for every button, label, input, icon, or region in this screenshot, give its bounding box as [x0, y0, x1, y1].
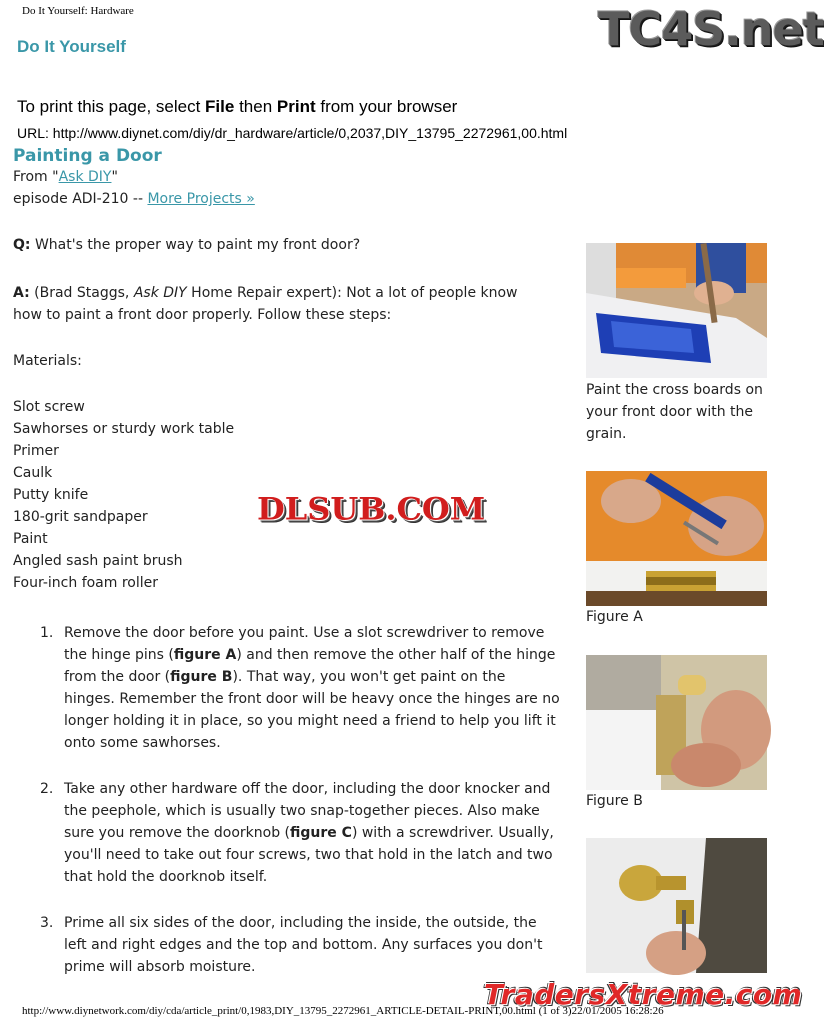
article-title: Painting a Door [13, 146, 162, 166]
material-item: Putty knife [13, 487, 89, 503]
caption-figure-b: Figure B [586, 793, 643, 809]
material-item: 180-grit sandpaper [13, 509, 148, 525]
file-menu-label: File [205, 97, 235, 116]
watermark-dlsub: DLSUB.COM [257, 490, 486, 528]
source-show-line: From "Ask DIY" [13, 169, 118, 185]
print-instructions: To print this page, select File then Print from your browser [17, 97, 458, 116]
caption-figure-a: Figure A [586, 609, 643, 625]
material-item: Caulk [13, 465, 53, 481]
answer-paragraph-line1: A: (Brad Staggs, Ask DIY Home Repair expert): Not a lot of people know [13, 285, 518, 301]
ask-diy-link[interactable]: Ask DIY [58, 169, 112, 185]
question-paragraph: Q: What's the proper way to paint my front door? [13, 237, 361, 253]
photo-painting-cross-boards [586, 243, 767, 382]
more-projects-link[interactable]: More Projects » [147, 191, 255, 207]
caption-cross-boards: Paint the cross boards on your front door with the grain. [586, 382, 763, 442]
site-title: Do It Yourself [17, 37, 126, 56]
material-item: Angled sash paint brush [13, 553, 183, 569]
print-menu-label: Print [276, 97, 316, 116]
watermark-tradersxtreme: TradersXtreme.com [484, 978, 803, 1011]
material-item: Sawhorses or sturdy work table [13, 421, 235, 437]
page-header-label: Do It Yourself: Hardware [22, 5, 134, 17]
material-item: Four-inch foam roller [13, 575, 159, 591]
photo-figure-a [586, 471, 767, 610]
page-footer-url: http://www.diynetwork.com/diy/cda/article_print/0,1983,DIY_13795_2272961_ARTICLE-DETAIL-PRINT,00.html (1 of 3)22/01/2005 16:28:26 [22, 1005, 664, 1017]
material-item: Slot screw [13, 399, 85, 415]
episode-line: episode ADI-210 -- More Projects » [13, 191, 255, 207]
watermark-top-logo: TC4S.net [598, 2, 824, 56]
answer-paragraph-line2: how to paint a front door properly. Follow these steps: [13, 307, 392, 323]
materials-heading: Materials: [13, 353, 82, 369]
material-item: Paint [13, 531, 48, 547]
source-url: URL: http://www.diynet.com/diy/dr_hardware/article/0,2037,DIY_13795_2272961,00.html [17, 125, 568, 141]
material-item: Primer [13, 443, 59, 459]
photo-figure-b [586, 655, 767, 794]
photo-figure-c [586, 838, 767, 977]
